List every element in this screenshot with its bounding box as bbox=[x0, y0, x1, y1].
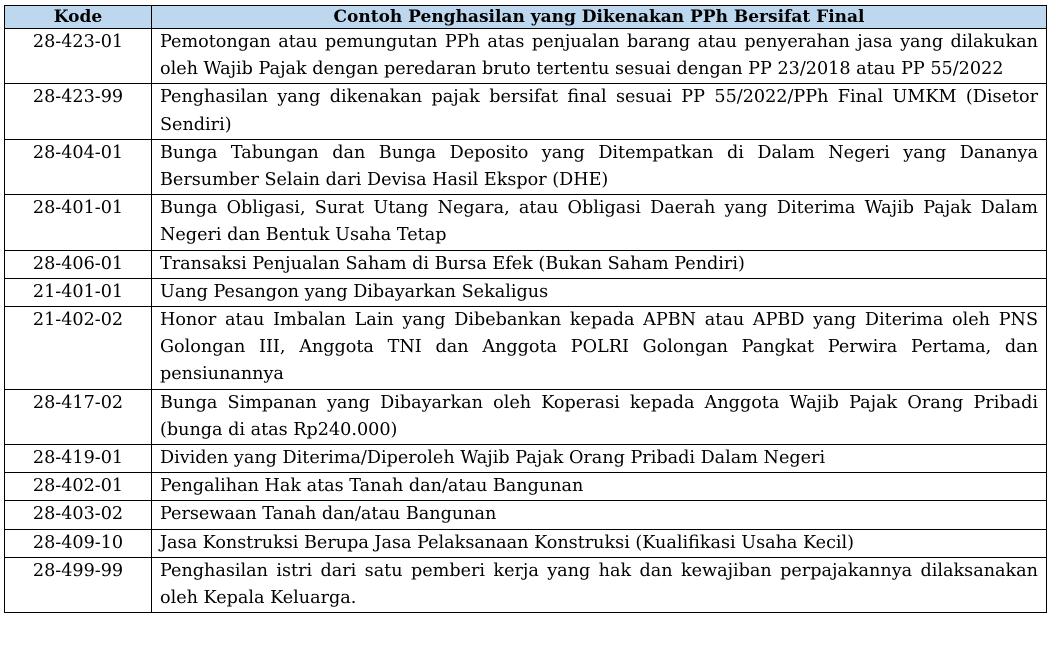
kode-cell: 28-417-02 bbox=[5, 389, 152, 444]
kode-cell: 28-404-01 bbox=[5, 139, 152, 194]
table-row bbox=[5, 557, 1047, 612]
kode-cell: 21-401-01 bbox=[5, 278, 152, 306]
description-cell: Penghasilan yang dikenakan pajak bersifat final sesuai PP 55/2022/PPh Final UMKM (Disetor Sendiri) bbox=[152, 84, 1047, 139]
kode-cell: 28-409-10 bbox=[5, 529, 152, 557]
description-cell: Bunga Obligasi, Surat Utang Negara, atau Obligasi Daerah yang Diterima Wajib Pajak Dalam Negeri dan Bentuk Usaha Tetap bbox=[152, 195, 1047, 250]
description-cell: Honor atau Imbalan Lain yang Dibebankan kepada APBN atau APBD yang Diterima oleh PNS Golongan III, Anggota TNI dan Anggota POLRI Golongan Pangkat Perwira Pertama, dan pensiunannya bbox=[152, 307, 1047, 390]
description-cell: Uang Pesangon yang Dibayarkan Sekaligus bbox=[152, 278, 1047, 306]
table-row bbox=[5, 501, 1047, 529]
description-cell: Jasa Konstruksi Berupa Jasa Pelaksanaan Konstruksi (Kualifikasi Usaha Kecil) bbox=[152, 529, 1047, 557]
table-row bbox=[5, 529, 1047, 557]
description-cell: Pemotongan atau pemungutan PPh atas penjualan barang atau penyerahan jasa yang dilakukan oleh Wajib Pajak dengan peredaran bruto tertentu sesuai dengan PP 23/2018 atau PP 55/2022 bbox=[152, 29, 1047, 84]
table-row bbox=[5, 195, 1047, 250]
kode-cell: 21-402-02 bbox=[5, 307, 152, 390]
kode-cell: 28-423-01 bbox=[5, 29, 152, 84]
kode-cell: 28-406-01 bbox=[5, 250, 152, 278]
description-cell: Bunga Simpanan yang Dibayarkan oleh Koperasi kepada Anggota Wajib Pajak Orang Pribadi (bunga di atas Rp240.000) bbox=[152, 389, 1047, 444]
description-cell: Transaksi Penjualan Saham di Bursa Efek (Bukan Saham Pendiri) bbox=[152, 250, 1047, 278]
kode-cell: 28-403-02 bbox=[5, 501, 152, 529]
table-row bbox=[5, 445, 1047, 473]
description-cell: Dividen yang Diterima/Diperoleh Wajib Pajak Orang Pribadi Dalam Negeri bbox=[152, 445, 1047, 473]
table-row bbox=[5, 278, 1047, 306]
table-row bbox=[5, 139, 1047, 194]
table-row bbox=[5, 389, 1047, 444]
table-row bbox=[5, 307, 1047, 390]
description-cell: Bunga Tabungan dan Bunga Deposito yang Ditempatkan di Dalam Negeri yang Dananya Bersumber Selain dari Devisa Hasil Ekspor (DHE) bbox=[152, 139, 1047, 194]
table-row bbox=[5, 84, 1047, 139]
header-kode: Kode bbox=[5, 6, 152, 29]
description-cell: Pengalihan Hak atas Tanah dan/atau Bangunan bbox=[152, 473, 1047, 501]
table-row bbox=[5, 29, 1047, 84]
table-body bbox=[5, 29, 1047, 613]
kode-cell: 28-402-01 bbox=[5, 473, 152, 501]
table-header bbox=[5, 6, 1047, 29]
table-row bbox=[5, 473, 1047, 501]
kode-cell: 28-419-01 bbox=[5, 445, 152, 473]
pph-final-table bbox=[4, 5, 1047, 613]
header-row bbox=[5, 6, 1047, 29]
kode-cell: 28-401-01 bbox=[5, 195, 152, 250]
kode-cell: 28-499-99 bbox=[5, 557, 152, 612]
kode-cell: 28-423-99 bbox=[5, 84, 152, 139]
table-row bbox=[5, 250, 1047, 278]
header-contoh: Contoh Penghasilan yang Dikenakan PPh Bersifat Final bbox=[152, 6, 1047, 29]
description-cell: Penghasilan istri dari satu pemberi kerja yang hak dan kewajiban perpajakannya dilaksanakan oleh Kepala Keluarga. bbox=[152, 557, 1047, 612]
description-cell: Persewaan Tanah dan/atau Bangunan bbox=[152, 501, 1047, 529]
